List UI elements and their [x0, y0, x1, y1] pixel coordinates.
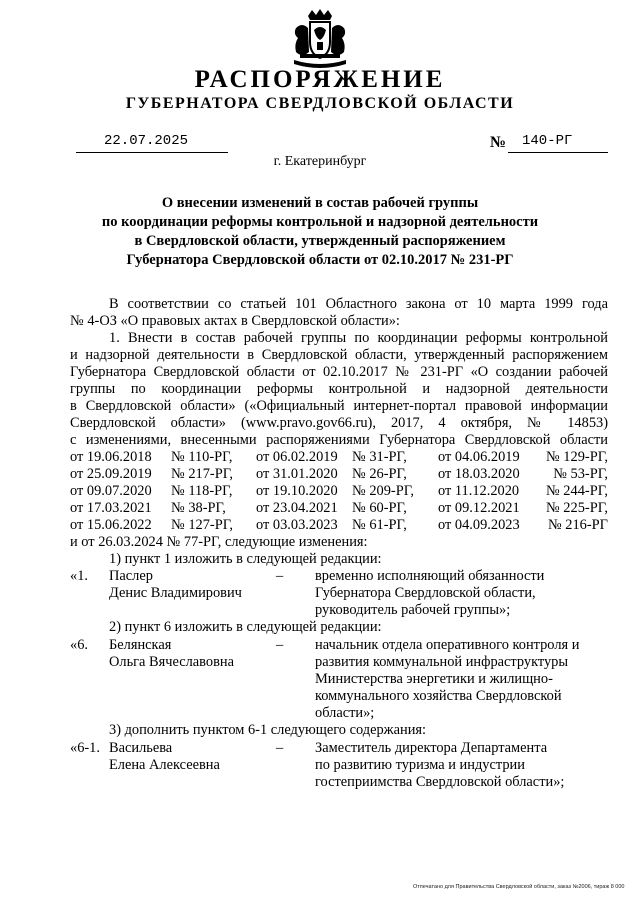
number-field [508, 132, 608, 153]
entry-role-line: начальник отдела оперативного контроля и [315, 637, 580, 653]
coat-of-arms-emblem [290, 8, 350, 72]
heading-line: О внесении изменений в состав рабочей группы [161, 195, 479, 211]
body-line: № 4-ОЗ «О правовых актах в Свердловской области»: [70, 313, 400, 329]
amendment-date: от 04.09.2023 [438, 517, 520, 533]
amendment-number: № 53-РГ, [553, 466, 608, 482]
amendment-date: от 11.12.2020 [438, 483, 520, 499]
entry-role-line: по развитию туризма и индустрии [315, 757, 525, 773]
amendment-number: № 118-РГ, [171, 483, 233, 499]
amendment-date: от 25.09.2019 [70, 466, 152, 482]
amendment-number: № 217-РГ, [171, 466, 234, 482]
entry-role-line: Губернатора Свердловской области, [315, 585, 536, 601]
number-sign: № [490, 134, 507, 151]
entry-number: «6. [70, 637, 88, 653]
date-field [76, 132, 228, 153]
body-line: В соответствии со статьей 101 Областного закона от 10 марта 1999 года [109, 296, 608, 312]
entry-name-line: Елена Алексеевна [109, 757, 220, 773]
amendment-number: № 225-РГ, [545, 500, 608, 516]
amendment-date: от 09.07.2020 [70, 483, 152, 499]
amendment-date: от 09.12.2021 [438, 500, 520, 516]
heading-line: Губернатора Свердловской области от 02.10.2017 № 231-РГ [126, 252, 514, 268]
entry-name-line: Васильева [109, 740, 173, 756]
amendment-number: № 31-РГ, [352, 449, 407, 465]
body-line: с изменениями, внесенными распоряжениями Губернатора Свердловской области [70, 432, 608, 448]
document-subtitle: ГУБЕРНАТОРА СВЕРДЛОВСКОЙ ОБЛАСТИ [125, 95, 515, 112]
city-label: г. Екатеринбург [273, 154, 367, 169]
amendment-number: № 127-РГ, [171, 517, 234, 533]
entry-number: «1. [70, 568, 88, 584]
body-line: Свердловской области» (www.pravo.gov66.ru), 2017, 4 октября, № 14853) [70, 415, 608, 431]
amendment-date: от 15.06.2022 [70, 517, 152, 533]
entry-role-line: руководитель рабочей группы»; [315, 602, 511, 618]
document-title: РАСПОРЯЖЕНИЕ [194, 66, 446, 93]
amendment-date: от 19.06.2018 [70, 449, 152, 465]
entry-number: «6-1. [70, 740, 100, 756]
document-heading [40, 194, 600, 270]
entry-dash: – [276, 740, 284, 756]
amendment-date: от 04.06.2019 [438, 449, 520, 465]
amendment-date: от 19.10.2020 [256, 483, 338, 499]
amendment-number: № 244-РГ, [545, 483, 608, 499]
amendment-number: № 26-РГ, [352, 466, 407, 482]
amendment-date: от 03.03.2023 [256, 517, 338, 533]
entry-dash: – [276, 637, 284, 653]
amendment-date: от 31.01.2020 [256, 466, 338, 482]
amendment-number: № 110-РГ, [171, 449, 233, 465]
entry-role-line: коммунального хозяйства Свердловской [315, 688, 562, 704]
entry-role-line: гостеприимства Свердловской области»; [315, 774, 565, 790]
entry-name-line: Денис Владимирович [109, 585, 242, 601]
body-line: в Свердловской области» («Официальный интернет-портал правовой информации [70, 398, 608, 414]
body-line: и надзорной деятельности в Свердловской области, утвержденный распоряжением [70, 347, 608, 363]
entry-name-line: Белянская [109, 637, 172, 653]
entry-role-line: области»; [315, 705, 375, 721]
heading-line: по координации реформы контрольной и надзорной деятельности [101, 214, 539, 230]
print-footer: Отпечатано для Правительства Свердловской области, заказ №2006, тираж 8 000 [413, 884, 625, 890]
entry-role-line: Министерства энергетики и жилищно- [315, 671, 553, 687]
body-line: и от 26.03.2024 № 77-РГ, следующие изменения: [70, 534, 368, 550]
body-line: Губернатора Свердловской области от 02.10.2017 № 231-РГ «О создании рабочей [70, 364, 608, 380]
amendment-date: от 06.02.2019 [256, 449, 338, 465]
amendment-number: № 61-РГ, [352, 517, 407, 533]
subitem-line: 3) дополнить пунктом 6-1 следующего содержания: [109, 722, 427, 738]
entry-role-line: временно исполняющий обязанности [315, 568, 545, 584]
entry-dash: – [276, 568, 284, 584]
amendment-number: № 216-РГ [547, 517, 608, 533]
subitem-line: 2) пункт 6 изложить в следующей редакции: [109, 619, 382, 635]
entry-role-line: Заместитель директора Департамента [315, 740, 548, 756]
amendment-date: от 23.04.2021 [256, 500, 338, 516]
amendment-date: от 17.03.2021 [70, 500, 152, 516]
subitem-line: 1) пункт 1 изложить в следующей редакции: [109, 551, 382, 567]
body-line: 1. Внести в состав рабочей группы по координации реформы контрольной [109, 330, 608, 346]
document-date: 22.07.2025 [104, 133, 189, 149]
document-number: 140-РГ [522, 133, 573, 149]
body-line: группы по координации реформы контрольной и надзорной деятельности [70, 381, 608, 397]
amendment-number: № 38-РГ, [171, 500, 226, 516]
entry-name-line: Ольга Вячеславовна [109, 654, 234, 670]
amendment-number: № 129-РГ, [545, 449, 608, 465]
amendment-number: № 209-РГ, [352, 483, 415, 499]
entry-name-line: Паслер [109, 568, 153, 584]
amendment-number: № 60-РГ, [352, 500, 407, 516]
entry-role-line: развития коммунальной инфраструктуры [315, 654, 569, 670]
amendment-date: от 18.03.2020 [438, 466, 520, 482]
heading-line: в Свердловской области, утвержденный распоряжением [134, 233, 506, 249]
